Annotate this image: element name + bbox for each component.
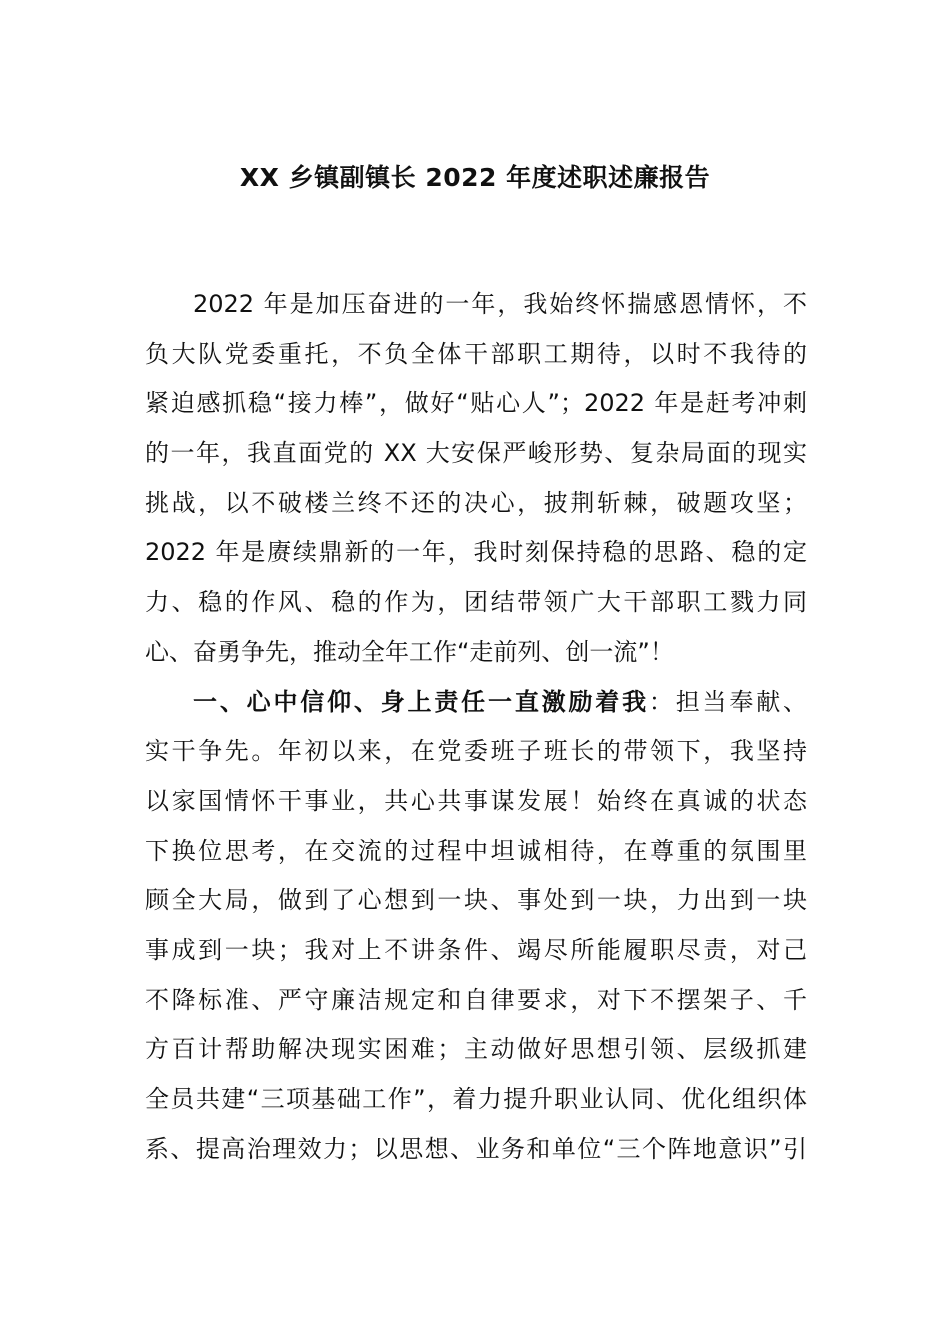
paragraph-2 (145, 678, 807, 1175)
paragraph-line: 系、提高治理效力；以思想、业务和单位“三个阵地意识”引 (145, 1134, 807, 1163)
paragraph-line: 实干争先。年初以来，在党委班子班长的带领下，我坚持 (145, 737, 807, 766)
document-title: XX 乡镇副镇长 2022 年度述职述廉报告 (239, 163, 711, 192)
paragraph-line: 方百计帮助解决现实困难；主动做好思想引领、层级抓建 (145, 1035, 807, 1064)
paragraph-line: 以家国情怀干事业，共心共事谋发展！始终在真诚的状态 (145, 786, 807, 815)
paragraph-line: 下换位思考，在交流的过程中坦诚相待，在尊重的氛围里 (145, 836, 807, 865)
paragraph-line: 力、稳的作风、稳的作为，团结带领广大干部职工戮力同 (145, 588, 807, 617)
paragraph-line: 挑战，以不破楼兰终不还的决心，披荆斩棘，破题攻坚； (145, 488, 807, 517)
section-heading: 一、心中信仰、身上责任一直激励着我 (193, 687, 649, 716)
paragraph-line: 2022 年是赓续鼎新的一年，我时刻保持稳的思路、稳的定 (145, 538, 807, 567)
heading-continuation: ：担当奉献、 (648, 687, 808, 716)
paragraph-line: 顾全大局，做到了心想到一块、事处到一块，力出到一块 (145, 886, 807, 915)
paragraph-line: 负大队党委重托，不负全体干部职工期待，以时不我待的 (145, 339, 807, 368)
paragraph-line: 不降标准、严守廉洁规定和自律要求，对下不摆架子、千 (145, 985, 807, 1014)
paragraph-line: 紧迫感抓稳“接力棒”，做好“贴心人”；2022 年是赶考冲刺 (145, 389, 807, 418)
paragraph-1 (145, 280, 807, 678)
paragraph-line: 的一年，我直面党的 XX 大安保严峻形势、复杂局面的现实 (145, 439, 807, 468)
paragraph-line: 2022 年是加压奋进的一年，我始终怀揣感恩情怀，不 (193, 290, 807, 318)
paragraph-line: 全员共建“三项基础工作”，着力提升职业认同、优化组织体 (145, 1085, 807, 1113)
paragraph-line (145, 678, 807, 728)
document-body (145, 280, 807, 1174)
paragraph-line: 心、奋勇争先，推动全年工作“走前列、创一流”！ (145, 637, 674, 666)
paragraph-line: 事成到一块；我对上不讲条件、竭尽所能履职尽责，对己 (145, 935, 807, 964)
